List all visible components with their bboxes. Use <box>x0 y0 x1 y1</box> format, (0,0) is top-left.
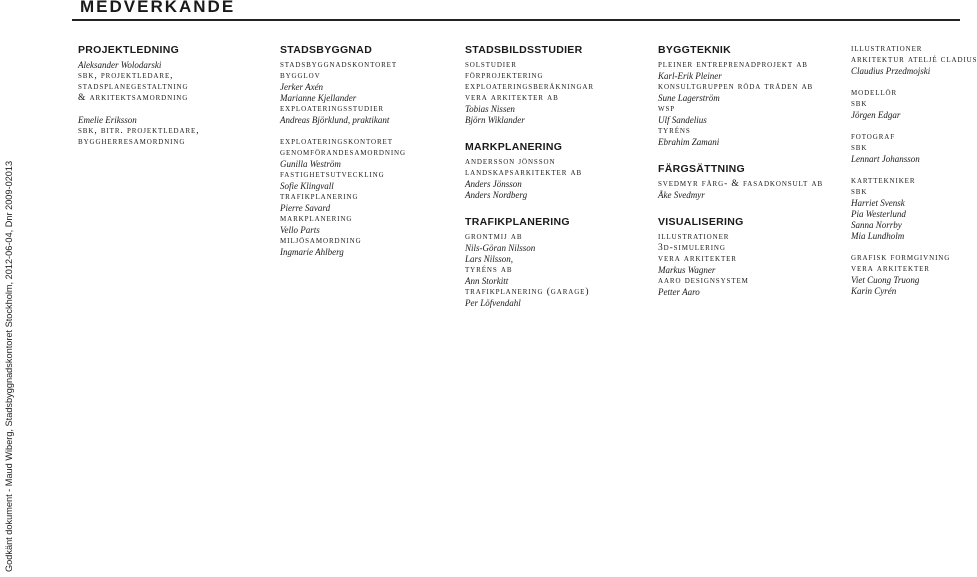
person-name: Björn Wiklander <box>465 115 525 125</box>
credit-section <box>658 216 838 298</box>
credit-section <box>851 44 977 297</box>
person-name: Sofie Klingvall <box>280 181 334 191</box>
section-title: BYGGTEKNIK <box>658 44 732 56</box>
role-label: sbk, projektledare, <box>78 71 174 81</box>
role-label: illustrationer <box>851 44 923 54</box>
person-name: Markus Wagner <box>658 265 716 275</box>
person-name: Emelie Eriksson <box>78 115 137 125</box>
person-name: Per Löfvendahl <box>465 298 521 308</box>
role-label: & arkitektsamordning <box>78 93 189 103</box>
spacer <box>78 104 258 115</box>
spacer <box>851 165 956 176</box>
section-title: STADSBILDSSTUDIER <box>465 44 583 56</box>
person-name: Andreas Björklund, praktikant <box>280 115 390 125</box>
role-label: arkitektur ateljé cladius <box>851 55 977 65</box>
credits-column-3 <box>465 44 645 324</box>
role-label: aaro designsystem <box>658 276 749 286</box>
role-label: wsp <box>658 104 676 114</box>
person-name: Jörgen Edgar <box>851 110 901 120</box>
person-name: Anders Jönsson <box>465 179 522 189</box>
role-label: sbk <box>851 143 868 153</box>
role-label: konsultgruppen röda tråden ab <box>658 82 814 92</box>
section-title: FÄRGSÄTTNING <box>658 163 746 175</box>
credits-column-2 <box>280 44 460 273</box>
person-name: Anders Nordberg <box>465 190 528 200</box>
spacer <box>851 242 956 253</box>
credit-section <box>465 216 645 309</box>
credit-section <box>658 44 838 148</box>
person-name: Jerker Axén <box>280 82 324 92</box>
person-name: Åke Svedmyr <box>658 190 705 200</box>
role-label: grafisk formgivning <box>851 253 951 263</box>
person-name: Ingmarie Ahlberg <box>280 247 344 257</box>
person-name: Tobias Nissen <box>465 104 515 114</box>
person-name: Pia Westerlund <box>851 209 906 219</box>
role-label: stadsplanegestaltning <box>78 82 189 92</box>
credit-section <box>465 44 645 126</box>
person-name: Viet Cuong Truong <box>851 275 920 285</box>
role-label: illustrationer <box>658 232 730 242</box>
credits-column-4 <box>658 44 838 313</box>
role-label: pleiner entreprenadprojekt ab <box>658 60 808 70</box>
role-label: exploateringsstudier <box>280 104 384 114</box>
section-title: TRAFIKPLANERING <box>465 216 570 228</box>
spacer <box>851 121 956 132</box>
role-label: trafikplanering <box>280 192 359 202</box>
role-label: miljösamordning <box>280 236 362 246</box>
credits-column-5 <box>851 44 977 312</box>
role-label: vera arkitekter ab <box>465 93 559 103</box>
role-label: sbk <box>851 99 868 109</box>
role-label: sbk <box>851 187 868 197</box>
role-label: förprojektering <box>465 71 544 81</box>
person-name: Nils-Göran Nilsson <box>465 243 536 253</box>
person-name: Harriet Svensk <box>851 198 905 208</box>
role-label: fotograf <box>851 132 896 142</box>
credit-section <box>658 163 838 201</box>
person-name: Karin Cyrén <box>851 286 897 296</box>
section-title: STADSBYGGNAD <box>280 44 373 56</box>
person-name: Lars Nilsson, <box>465 254 514 264</box>
role-label: byggherresamordning <box>78 137 186 147</box>
credit-section <box>465 141 645 201</box>
person-name: Petter Aaro <box>658 287 700 297</box>
spacer <box>280 126 460 137</box>
section-title: PROJEKTLEDNING <box>78 44 180 56</box>
person-name: Sanna Norrby <box>851 220 902 230</box>
section-title: VISUALISERING <box>658 216 744 228</box>
page-title: MEDVERKANDE <box>80 0 236 16</box>
person-name: Ulf Sandelius <box>658 115 707 125</box>
role-label: sbk, bitr. projektledare, <box>78 126 200 136</box>
credit-section <box>78 44 258 148</box>
credits-column-1 <box>78 44 258 163</box>
role-label: genomförandesamordning <box>280 148 406 158</box>
role-label: markplanering <box>280 214 353 224</box>
role-label: fastighetsutveckling <box>280 170 385 180</box>
person-name: Pierre Savard <box>280 203 331 213</box>
section-title: MARKPLANERING <box>465 141 563 153</box>
role-label: trafikplanering (garage) <box>465 287 590 297</box>
side-margin <box>2 0 16 577</box>
role-label: svedmyr färg- & fasadkonsult ab <box>658 179 824 189</box>
role-label: modellör <box>851 88 898 98</box>
person-name: Karl-Erik Pleiner <box>658 71 722 81</box>
role-label: tyréns <box>658 126 691 136</box>
person-name: Vello Parts <box>280 225 320 235</box>
spacer <box>851 77 956 88</box>
role-label: landskapsarkitekter ab <box>465 168 583 178</box>
person-name: Gunilla Weström <box>280 159 341 169</box>
person-name: Aleksander Wolodarski <box>78 60 162 70</box>
role-label: bygglov <box>280 71 321 81</box>
role-label: solstudier <box>465 60 517 70</box>
person-name: Mia Lundholm <box>851 231 905 241</box>
person-name: Lennart Johansson <box>851 154 920 164</box>
approval-stamp-text: Godkänt dokument - Maud Wiberg, Stadsbyggnadskontoret Stockholm, 2012-06-04, Dnr 2009-02013 <box>4 160 14 572</box>
role-label: exploateringskontoret <box>280 137 393 147</box>
role-label: andersson jönsson <box>465 157 556 167</box>
role-label: karttekniker <box>851 176 916 186</box>
page-header <box>72 0 960 22</box>
role-label: 3d-simulering <box>658 243 726 253</box>
person-name: Ebrahim Zamani <box>658 137 720 147</box>
role-label: vera arkitekter <box>851 264 930 274</box>
person-name: Sune Lagerström <box>658 93 720 103</box>
role-label: vera arkitekter <box>658 254 737 264</box>
credit-section <box>280 44 460 258</box>
role-label: exploateringsberäkningar <box>465 82 594 92</box>
role-label: grontmij ab <box>465 232 523 242</box>
person-name: Ann Storkitt <box>465 276 509 286</box>
role-label: stadsbyggnadskontoret <box>280 60 397 70</box>
role-label: tyréns ab <box>465 265 513 275</box>
header-rule <box>72 19 960 21</box>
person-name: Marianne Kjellander <box>280 93 357 103</box>
person-name: Claudius Przedmojski <box>851 66 931 76</box>
